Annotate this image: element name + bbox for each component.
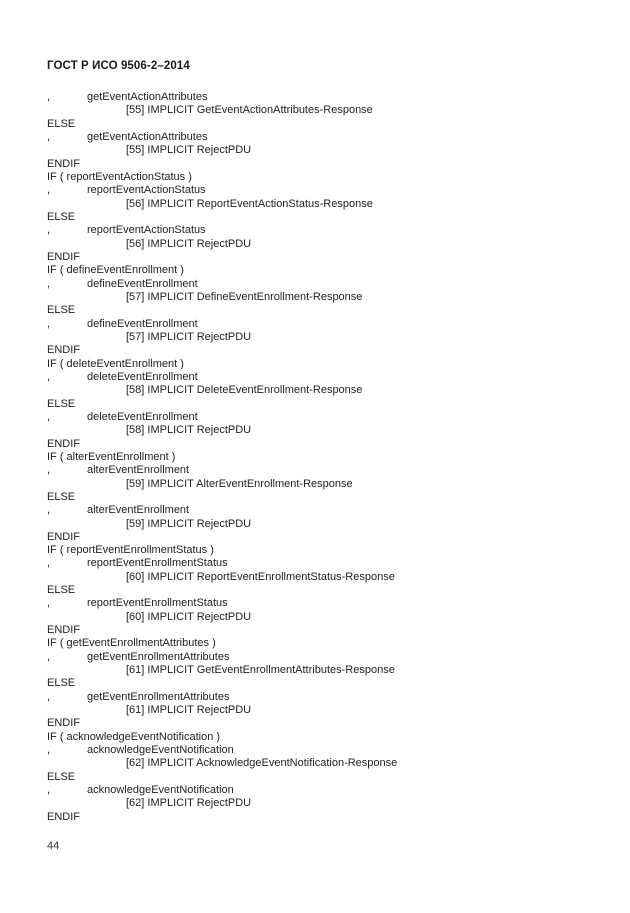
code-text: [56] IMPLICIT ReportEventActionStatus-Response — [126, 197, 373, 210]
code-text: defineEventEnrollment — [87, 317, 198, 330]
code-text: reportEventEnrollmentStatus — [87, 557, 228, 570]
code-text: [62] IMPLICIT RejectPDU — [126, 797, 252, 810]
code-text: [55] IMPLICIT GetEventActionAttributes-Response — [126, 104, 373, 117]
code-comma: , — [47, 557, 51, 570]
code-text: [59] IMPLICIT RejectPDU — [126, 517, 252, 530]
code-text: [61] IMPLICIT RejectPDU — [126, 704, 252, 717]
code-text: ELSE — [47, 117, 76, 130]
code-text: ENDIF — [47, 437, 80, 450]
code-text: ENDIF — [47, 250, 80, 263]
code-text: ENDIF — [47, 810, 80, 823]
code-text: ENDIF — [47, 344, 80, 357]
code-text: ELSE — [47, 490, 76, 503]
code-text: defineEventEnrollment — [87, 277, 198, 290]
code-comma: , — [47, 650, 51, 663]
code-comma: , — [47, 784, 51, 797]
code-text: ELSE — [47, 304, 76, 317]
code-text: [62] IMPLICIT AcknowledgeEventNotification-Response — [126, 757, 398, 770]
code-text: [61] IMPLICIT GetEventEnrollmentAttributes-Response — [126, 664, 395, 677]
code-comma: , — [47, 370, 51, 383]
code-comma: , — [47, 130, 51, 143]
code-text: [58] IMPLICIT DeleteEventEnrollment-Response — [126, 384, 363, 397]
code-text: acknowledgeEventNotification — [87, 744, 234, 757]
code-text: IF ( acknowledgeEventNotification ) — [47, 730, 221, 743]
code-text: ELSE — [47, 770, 76, 783]
code-text: deleteEventEnrollment — [87, 370, 198, 383]
code-text: ENDIF — [47, 530, 80, 543]
code-comma: , — [47, 277, 51, 290]
code-comma: , — [47, 224, 51, 237]
code-comma: , — [47, 317, 51, 330]
code-text: [59] IMPLICIT AlterEventEnrollment-Response — [126, 477, 353, 490]
code-comma: , — [47, 184, 51, 197]
code-text: IF ( reportEventActionStatus ) — [47, 170, 192, 183]
code-text: reportEventActionStatus — [87, 184, 206, 197]
code-text: [57] IMPLICIT RejectPDU — [126, 330, 252, 343]
code-text: [58] IMPLICIT RejectPDU — [126, 424, 252, 437]
code-text: IF ( alterEventEnrollment ) — [47, 450, 176, 463]
code-text: ENDIF — [47, 157, 80, 170]
code-text: getEventActionAttributes — [87, 91, 208, 103]
code-text: ELSE — [47, 584, 76, 597]
code-text: IF ( reportEventEnrollmentStatus ) — [47, 544, 214, 557]
code-text: ELSE — [47, 210, 76, 223]
code-text: [57] IMPLICIT DefineEventEnrollment-Response — [126, 290, 363, 303]
code-text: getEventActionAttributes — [87, 130, 208, 143]
code-comma: , — [47, 504, 51, 517]
code-text: getEventEnrollmentAttributes — [87, 650, 230, 663]
code-comma: , — [47, 91, 51, 103]
code-text: [60] IMPLICIT RejectPDU — [126, 610, 252, 623]
code-text: ELSE — [47, 677, 76, 690]
code-text: alterEventEnrollment — [87, 464, 190, 477]
code-text: IF ( getEventEnrollmentAttributes ) — [47, 637, 216, 650]
code-text: getEventEnrollmentAttributes — [87, 690, 230, 703]
code-text: reportEventEnrollmentStatus — [87, 597, 228, 610]
page-number: 44 — [47, 840, 60, 852]
code-text: IF ( deleteEventEnrollment ) — [47, 357, 184, 370]
code-text: acknowledgeEventNotification — [87, 784, 234, 797]
code-comma: , — [47, 690, 51, 703]
code-text: reportEventActionStatus — [87, 224, 206, 237]
code-text: IF ( defineEventEnrollment ) — [47, 264, 184, 277]
code-text: ENDIF — [47, 624, 80, 637]
code-text: [56] IMPLICIT RejectPDU — [126, 237, 252, 250]
code-comma: , — [47, 744, 51, 757]
code-text: [55] IMPLICIT RejectPDU — [126, 144, 252, 157]
code-text: deleteEventEnrollment — [87, 410, 198, 423]
code-text: ELSE — [47, 397, 76, 410]
code-text: alterEventEnrollment — [87, 504, 190, 517]
document-header: ГОСТ Р ИСО 9506-2–2014 — [47, 60, 190, 72]
code-comma: , — [47, 410, 51, 423]
code-comma: , — [47, 464, 51, 477]
code-text: [60] IMPLICIT ReportEventEnrollmentStatus-Response — [126, 570, 395, 583]
code-text: ENDIF — [47, 717, 80, 730]
code-comma: , — [47, 597, 51, 610]
